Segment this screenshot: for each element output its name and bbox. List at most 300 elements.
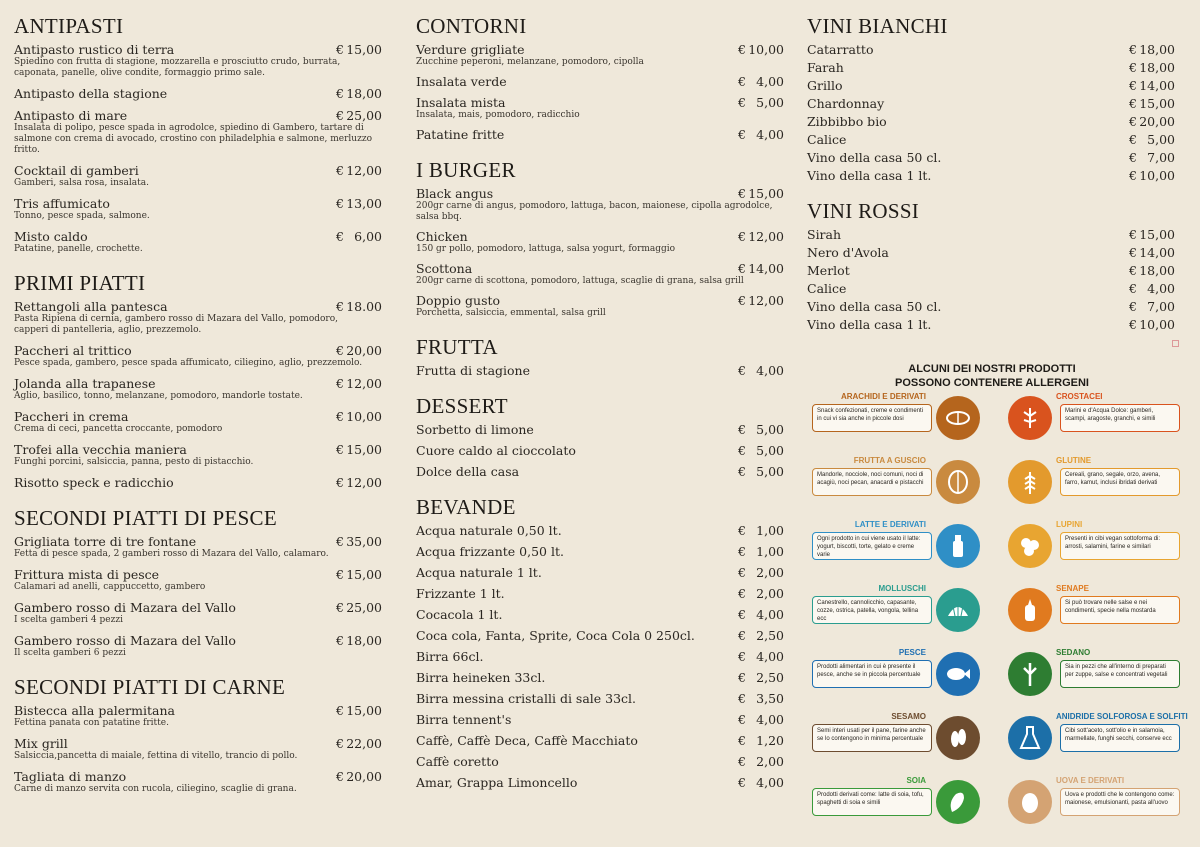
allergen-description: Cereali, grano, segale, orzo, avena, farro, kamut, inclusi ibridati derivati <box>1060 468 1180 496</box>
item-price <box>738 464 784 479</box>
item-price <box>738 607 784 622</box>
allergens-title-line2: POSSONO CONTENERE ALLERGENI <box>895 377 1089 389</box>
menu-item <box>14 86 382 101</box>
item-price <box>336 376 382 391</box>
section-title: VINI BIANCHI <box>807 14 948 38</box>
item-price <box>1129 281 1175 296</box>
item-description: Pasta Ripiena di cernia, gambero rosso di Mazara del Vallo, pomodoro, capperi di pantelleria, aglio, prezzemolo. <box>14 314 338 335</box>
price-value: 18,00 <box>346 86 382 101</box>
item-price <box>336 42 382 57</box>
currency-symbol: € <box>1129 114 1137 129</box>
price-value: 18.00 <box>346 299 382 314</box>
section-primi-piatti <box>14 271 382 490</box>
section-frutta <box>416 335 784 378</box>
menu-item <box>416 691 784 706</box>
item-description: Salsiccia,pancetta di maiale, fettina di vitello, trancio di pollo. <box>14 751 298 761</box>
item-name: Vino della casa 50 cl. <box>807 150 942 165</box>
price-value: 15,00 <box>1139 96 1175 111</box>
allergen-description: Presenti in cibi vegan sottoforma di: arrosti, salamini, farine e similari <box>1060 532 1180 560</box>
section-title: FRUTTA <box>416 335 498 359</box>
item-name: Cocktail di gamberi <box>14 163 139 178</box>
price-value: 14,00 <box>1139 245 1175 260</box>
item-name: Chicken <box>416 229 468 244</box>
menu-item <box>14 703 382 729</box>
allergen-card <box>808 648 988 708</box>
item-name: Risotto speck e radicchio <box>14 475 174 490</box>
item-description: Fettina panata con patatine fritte. <box>14 718 169 728</box>
fish-icon <box>936 652 980 696</box>
menu-item <box>14 736 382 762</box>
currency-symbol: € <box>1129 168 1137 183</box>
menu-item <box>416 523 784 538</box>
celery-icon <box>1008 652 1052 696</box>
menu-item <box>14 769 382 795</box>
price-value: 4,00 <box>756 712 784 727</box>
item-price <box>336 299 382 314</box>
menu-item <box>416 127 784 142</box>
price-value: 2,50 <box>756 670 784 685</box>
item-price <box>738 754 784 769</box>
currency-symbol: € <box>336 42 344 57</box>
item-price <box>336 409 382 424</box>
allergen-card <box>808 520 988 580</box>
section-title: VINI ROSSI <box>807 199 920 223</box>
currency-symbol: € <box>336 633 344 648</box>
item-price <box>738 523 784 538</box>
menu-item <box>14 475 382 490</box>
price-value: 20,00 <box>346 769 382 784</box>
item-name: Tris affumicato <box>14 196 110 211</box>
price-value: 20,00 <box>1139 114 1175 129</box>
currency-symbol: € <box>738 712 746 727</box>
item-price <box>336 703 382 718</box>
currency-symbol: € <box>738 464 746 479</box>
allergen-description: Prodotti alimentari in cui è presente il pesce, anche se in piccola percentuale <box>812 660 932 688</box>
item-name: Tagliata di manzo <box>14 769 127 784</box>
item-name: Paccheri in crema <box>14 409 129 424</box>
item-price <box>336 196 382 211</box>
allergen-card <box>1008 520 1188 580</box>
item-description: Spiedino con frutta di stagione, mozzarella e prosciutto crudo, burrata, caponata, panelle, olive condite, formaggio primo sale. <box>14 57 341 78</box>
price-value: 13,00 <box>346 196 382 211</box>
wheat-icon <box>1008 460 1052 504</box>
egg-icon <box>1008 780 1052 824</box>
item-name: Catarratto <box>807 42 874 57</box>
item-price <box>1129 245 1175 260</box>
sesame-icon <box>936 716 980 760</box>
price-value: 18,00 <box>346 633 382 648</box>
menu-item <box>416 754 784 769</box>
item-description: Calamari ad anelli, cappuccetto, gambero <box>14 582 206 592</box>
allergen-description: Sia in pezzi che all'interno di preparati per zuppe, salse e concentrati vegetali <box>1060 660 1180 688</box>
item-name: Misto caldo <box>14 229 88 244</box>
menu-item <box>14 409 382 435</box>
item-price <box>336 600 382 615</box>
price-value: 4,00 <box>756 649 784 664</box>
allergen-label: SEDANO <box>1056 648 1091 657</box>
item-price <box>738 74 784 89</box>
item-price <box>738 670 784 685</box>
item-name: Antipasto della stagione <box>14 86 168 101</box>
item-price <box>738 691 784 706</box>
currency-symbol: € <box>1129 60 1137 75</box>
item-price <box>336 86 382 101</box>
price-value: 12,00 <box>346 475 382 490</box>
item-name: Chardonnay <box>807 96 885 111</box>
price-value: 4,00 <box>1147 281 1175 296</box>
allergens-title-line1: ALCUNI DEI NOSTRI PRODOTTI <box>908 363 1076 375</box>
item-price <box>1129 263 1175 278</box>
item-price <box>1129 60 1175 75</box>
currency-symbol: € <box>738 628 746 643</box>
currency-symbol: € <box>738 363 746 378</box>
currency-symbol: € <box>336 703 344 718</box>
currency-symbol: € <box>1129 150 1137 165</box>
section-title: PRIMI PIATTI <box>14 271 146 295</box>
menu-item <box>416 363 784 378</box>
currency-symbol: € <box>1129 263 1137 278</box>
item-description: 150 gr pollo, pomodoro, lattuga, salsa yogurt, formaggio <box>416 244 676 254</box>
lupin-icon <box>1008 524 1052 568</box>
currency-symbol: € <box>738 649 746 664</box>
item-description: Carne di manzo servita con rucola, ciliegino, scaglie di grana. <box>14 784 297 794</box>
currency-symbol: € <box>336 343 344 358</box>
item-name: Acqua frizzante 0,50 lt. <box>416 544 564 559</box>
item-name: Black angus <box>416 186 494 201</box>
item-description: Tonno, pesce spada, salmone. <box>14 211 150 221</box>
price-value: 15,00 <box>748 186 784 201</box>
item-name: Patatine fritte <box>416 127 505 142</box>
item-name: Scottona <box>416 261 473 276</box>
item-description: Fetta di pesce spada, 2 gamberi rosso di Mazara del Vallo, calamaro. <box>14 549 329 559</box>
item-price <box>1129 78 1175 93</box>
menu-item <box>14 163 382 189</box>
price-value: 22,00 <box>346 736 382 751</box>
allergen-description: Uova e prodotti che le contengono come: maionese, emulsionanti, pasta all'uovo <box>1060 788 1180 816</box>
item-name: Gambero rosso di Mazara del Vallo <box>14 633 236 648</box>
item-name: Birra tennent's <box>416 712 512 727</box>
item-price <box>336 229 382 244</box>
item-price <box>336 736 382 751</box>
allergen-description: Cibi sott'aceto, sott'olio e in salamoia, marmellate, funghi secchi, conserve ecc <box>1060 724 1180 752</box>
price-value: 4,00 <box>756 363 784 378</box>
price-value: 15,00 <box>346 42 382 57</box>
allergen-card <box>1008 776 1188 836</box>
item-price <box>738 127 784 142</box>
currency-symbol: € <box>336 86 344 101</box>
menu-item <box>807 317 1175 332</box>
price-value: 12,00 <box>346 163 382 178</box>
menu-item <box>14 42 382 79</box>
price-value: 4,00 <box>756 607 784 622</box>
item-price <box>738 42 784 57</box>
item-price <box>336 343 382 358</box>
allergen-description: Prodotti derivati come: latte di soia, tofu, spaghetti di soia e simili <box>812 788 932 816</box>
item-price <box>336 475 382 490</box>
section-title: I BURGER <box>416 158 516 182</box>
item-price <box>1129 299 1175 314</box>
item-name: Acqua naturale 1 lt. <box>416 565 542 580</box>
currency-symbol: € <box>738 127 746 142</box>
small-marker <box>1172 340 1179 347</box>
menu-item <box>416 649 784 664</box>
currency-symbol: € <box>336 299 344 314</box>
allergen-label: GLUTINE <box>1056 456 1092 465</box>
menu-item <box>14 229 382 255</box>
currency-symbol: € <box>738 733 746 748</box>
item-name: Insalata verde <box>416 74 507 89</box>
menu-item <box>416 544 784 559</box>
item-name: Cuore caldo al cioccolato <box>416 443 576 458</box>
item-description: Aglio, basilico, tonno, melanzane, pomodoro, mandorle tostate. <box>14 391 303 401</box>
column-left <box>14 14 382 811</box>
section-title: BEVANDE <box>416 495 516 519</box>
section-burger <box>416 158 784 319</box>
currency-symbol: € <box>336 108 344 123</box>
menu-item <box>807 60 1175 75</box>
item-price <box>1129 150 1175 165</box>
item-price <box>1129 96 1175 111</box>
price-value: 18,00 <box>1139 263 1175 278</box>
item-name: Caffè, Caffè Deca, Caffè Macchiato <box>416 733 638 748</box>
currency-symbol: € <box>336 442 344 457</box>
price-value: 4,00 <box>756 775 784 790</box>
item-name: Jolanda alla trapanese <box>14 376 156 391</box>
menu-item <box>14 196 382 222</box>
price-value: 2,00 <box>756 565 784 580</box>
item-name: Bistecca alla palermitana <box>14 703 175 718</box>
price-value: 6,00 <box>354 229 382 244</box>
menu-item <box>416 712 784 727</box>
item-price <box>738 261 784 276</box>
allergen-description: Marini e d'Acqua Dolce: gamberi, scampi, aragoste, granchi, e simili <box>1060 404 1180 432</box>
menu-item <box>807 42 1175 57</box>
menu-item <box>416 74 784 89</box>
price-value: 35,00 <box>346 534 382 549</box>
currency-symbol: € <box>1129 132 1137 147</box>
price-value: 18,00 <box>1139 60 1175 75</box>
item-price <box>738 565 784 580</box>
price-value: 12,00 <box>346 376 382 391</box>
menu-item <box>416 293 784 319</box>
item-price <box>738 293 784 308</box>
item-price <box>336 633 382 648</box>
section-title: CONTORNI <box>416 14 527 38</box>
currency-symbol: € <box>336 229 344 244</box>
item-price <box>1129 132 1175 147</box>
item-name: Mix grill <box>14 736 68 751</box>
item-name: Calice <box>807 281 847 296</box>
price-value: 14,00 <box>748 261 784 276</box>
currency-symbol: € <box>1129 281 1137 296</box>
currency-symbol: € <box>1129 96 1137 111</box>
item-name: Calice <box>807 132 847 147</box>
flask-icon <box>1008 716 1052 760</box>
menu-item <box>416 733 784 748</box>
menu-item <box>807 114 1175 129</box>
item-name: Vino della casa 1 lt. <box>807 168 932 183</box>
section-vini-bianchi <box>807 14 1175 183</box>
item-name: Doppio gusto <box>416 293 501 308</box>
item-description: Porchetta, salsiccia, emmental, salsa grill <box>416 308 606 318</box>
shell-icon <box>936 588 980 632</box>
menu-item <box>807 281 1175 296</box>
menu-item <box>416 229 784 255</box>
item-name: Grigliata torre di tre fontane <box>14 534 197 549</box>
item-name: Birra 66cl. <box>416 649 484 664</box>
item-description: Il scelta gamberi 6 pezzi <box>14 648 126 658</box>
price-value: 1,00 <box>756 523 784 538</box>
menu-item <box>807 168 1175 183</box>
item-description: Pesce spada, gambero, pesce spada affumicato, ciliegino, aglio, prezzemolo. <box>14 358 363 368</box>
price-value: 1,20 <box>756 733 784 748</box>
item-name: Insalata mista <box>416 95 506 110</box>
price-value: 5,00 <box>756 422 784 437</box>
menu-item <box>14 299 382 336</box>
allergen-label: UOVA E DERIVATI <box>1056 776 1125 785</box>
menu-item <box>807 263 1175 278</box>
item-name: Cocacola 1 lt. <box>416 607 503 622</box>
section-secondi-pesce <box>14 506 382 659</box>
price-value: 25,00 <box>346 108 382 123</box>
price-value: 15,00 <box>1139 227 1175 242</box>
item-name: Coca cola, Fanta, Sprite, Coca Cola 0 250cl. <box>416 628 695 643</box>
section-title: ANTIPASTI <box>14 14 124 38</box>
allergen-card <box>1008 648 1188 708</box>
item-description: Crema di ceci, pancetta croccante, pomodoro <box>14 424 223 434</box>
item-name: Frutta di stagione <box>416 363 531 378</box>
item-description: Insalata di polipo, pesce spada in agrodolce, spiedino di Gambero, tartare di salmone con crema di avocado, crostino con philadelphia e salmone, merluzzo fritto. <box>14 123 372 155</box>
currency-symbol: € <box>1129 227 1137 242</box>
peanut-icon <box>936 396 980 440</box>
item-name: Vino della casa 50 cl. <box>807 299 942 314</box>
item-price <box>738 628 784 643</box>
allergen-label: CROSTACEI <box>1056 392 1103 401</box>
allergen-card <box>808 456 988 516</box>
allergen-card <box>808 712 988 772</box>
item-name: Antipasto rustico di terra <box>14 42 175 57</box>
allergen-description: Ogni prodotto in cui viene usato il latte: yogurt, biscotti, torte, gelato e creme varie <box>812 532 932 560</box>
item-price <box>738 649 784 664</box>
item-description: Patatine, panelle, crochette. <box>14 244 143 254</box>
allergen-label: SENAPE <box>1056 584 1089 593</box>
menu-item <box>416 422 784 437</box>
allergen-description: Semi interi usati per il pane, farine anche se lo contengono in minima percentuale <box>812 724 932 752</box>
allergen-card <box>1008 584 1188 644</box>
section-title: SECONDI PIATTI DI PESCE <box>14 506 277 530</box>
menu-item <box>807 132 1175 147</box>
allergen-card <box>1008 392 1188 452</box>
item-price <box>738 95 784 110</box>
item-description: 200gr carne di angus, pomodoro, lattuga, bacon, maionese, cipolla agrodolce, salsa bbq. <box>416 201 773 222</box>
price-value: 4,00 <box>756 74 784 89</box>
menu-item <box>416 464 784 479</box>
item-name: Sorbetto di limone <box>416 422 534 437</box>
currency-symbol: € <box>738 293 746 308</box>
item-name: Merlot <box>807 263 850 278</box>
item-price <box>336 769 382 784</box>
item-price <box>738 363 784 378</box>
currency-symbol: € <box>738 691 746 706</box>
currency-symbol: € <box>336 769 344 784</box>
price-value: 5,00 <box>1147 132 1175 147</box>
allergens-title <box>807 362 1177 390</box>
section-antipasti <box>14 14 382 255</box>
price-value: 15,00 <box>346 442 382 457</box>
currency-symbol: € <box>738 95 746 110</box>
menu-item <box>14 108 382 156</box>
currency-symbol: € <box>738 74 746 89</box>
milk-bottle-icon <box>936 524 980 568</box>
menu-item <box>416 42 784 68</box>
item-name: Farah <box>807 60 844 75</box>
currency-symbol: € <box>336 196 344 211</box>
walnut-icon <box>936 460 980 504</box>
item-price <box>336 442 382 457</box>
menu-item <box>14 442 382 468</box>
allergen-label: ANIDRIDE SOLFOROSA E SOLFITI <box>1056 712 1188 721</box>
price-value: 10,00 <box>748 42 784 57</box>
item-description: Gamberi, salsa rosa, insalata. <box>14 178 149 188</box>
item-price <box>738 712 784 727</box>
currency-symbol: € <box>1129 78 1137 93</box>
lobster-icon <box>1008 396 1052 440</box>
item-name: Frizzante 1 lt. <box>416 586 505 601</box>
currency-symbol: € <box>336 409 344 424</box>
item-price <box>738 586 784 601</box>
currency-symbol: € <box>1129 245 1137 260</box>
price-value: 12,00 <box>748 293 784 308</box>
item-price <box>738 443 784 458</box>
price-value: 12,00 <box>748 229 784 244</box>
item-name: Vino della casa 1 lt. <box>807 317 932 332</box>
menu-item <box>807 150 1175 165</box>
item-price <box>738 775 784 790</box>
item-name: Dolce della casa <box>416 464 520 479</box>
currency-symbol: € <box>738 42 746 57</box>
price-value: 3,50 <box>756 691 784 706</box>
menu-item <box>807 78 1175 93</box>
section-title: DESSERT <box>416 394 508 418</box>
item-price <box>1129 317 1175 332</box>
item-description: 200gr carne di scottona, pomodoro, lattuga, scaglie di grana, salsa grill <box>416 276 744 286</box>
menu-item <box>14 376 382 402</box>
item-name: Frittura mista di pesce <box>14 567 160 582</box>
item-price <box>738 229 784 244</box>
menu-item <box>14 534 382 560</box>
price-value: 1,00 <box>756 544 784 559</box>
menu-item <box>807 227 1175 242</box>
allergen-card <box>1008 712 1188 772</box>
price-value: 5,00 <box>756 443 784 458</box>
price-value: 20,00 <box>346 343 382 358</box>
menu-item <box>416 628 784 643</box>
item-name: Gambero rosso di Mazara del Vallo <box>14 600 236 615</box>
currency-symbol: € <box>1129 299 1137 314</box>
currency-symbol: € <box>738 443 746 458</box>
menu-item <box>807 299 1175 314</box>
item-name: Caffè coretto <box>416 754 499 769</box>
item-name: Zibbibbo bio <box>807 114 887 129</box>
price-value: 2,00 <box>756 754 784 769</box>
column-right <box>807 14 1175 348</box>
currency-symbol: € <box>738 607 746 622</box>
menu-item <box>416 186 784 223</box>
currency-symbol: € <box>738 670 746 685</box>
currency-symbol: € <box>738 229 746 244</box>
currency-symbol: € <box>738 565 746 580</box>
price-value: 7,00 <box>1147 150 1175 165</box>
